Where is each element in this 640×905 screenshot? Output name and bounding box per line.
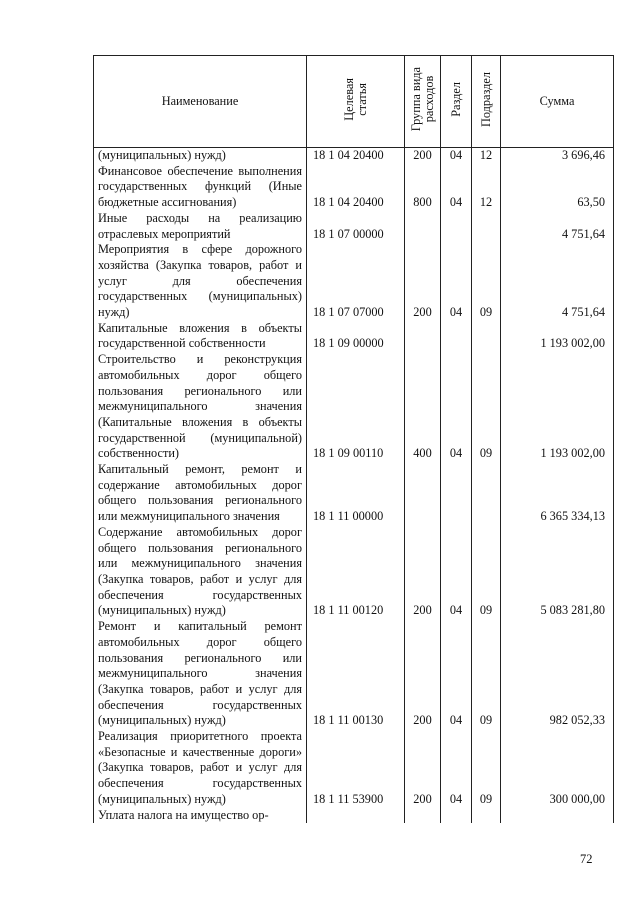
row-sum: 300 000,00 <box>501 729 614 808</box>
table-row <box>94 729 614 808</box>
row-article <box>307 808 405 824</box>
row-podrazdel: 09 <box>472 525 501 619</box>
header-razdel: Раздел <box>441 56 472 148</box>
row-name: Ремонт и капитальный ремонт автомобильных дорог общего пользования регионального или межмуниципального значения (Закупка товаров, работ и услуг для обеспечения государственных (муниципальных) нужд) <box>94 619 307 729</box>
row-podrazdel: 09 <box>472 242 501 321</box>
row-name: Капитальные вложения в объекты государственной собственности <box>94 321 307 352</box>
row-razdel <box>441 808 472 824</box>
table-row <box>94 164 614 211</box>
row-article: 18 1 07 07000 <box>307 242 405 321</box>
row-article: 18 1 09 00000 <box>307 321 405 352</box>
row-name: Уплата налога на имущество ор- <box>94 808 307 824</box>
row-article: 18 1 11 00000 <box>307 462 405 525</box>
row-sum: 4 751,64 <box>501 242 614 321</box>
table-header-row <box>94 56 614 148</box>
table-row <box>94 321 614 352</box>
row-article: 18 1 09 00110 <box>307 352 405 462</box>
page-number: 72 <box>580 852 593 866</box>
table-row <box>94 242 614 321</box>
row-sum: 5 083 281,80 <box>501 525 614 619</box>
row-razdel: 04 <box>441 164 472 211</box>
table-row <box>94 462 614 525</box>
row-sum <box>501 808 614 824</box>
table-row <box>94 525 614 619</box>
header-article: Целевая статья <box>307 56 405 148</box>
row-group: 200 <box>405 729 441 808</box>
row-sum: 1 193 002,00 <box>501 321 614 352</box>
row-group <box>405 321 441 352</box>
row-podrazdel: 09 <box>472 729 501 808</box>
row-podrazdel: 12 <box>472 148 501 164</box>
row-name: Финансовое обеспечение выполнения государственных функций (Иные бюджетные ассигнования) <box>94 164 307 211</box>
row-podrazdel: 12 <box>472 164 501 211</box>
table-row <box>94 352 614 462</box>
row-podrazdel: 09 <box>472 619 501 729</box>
row-group: 200 <box>405 619 441 729</box>
row-podrazdel <box>472 808 501 824</box>
row-article: 18 1 11 00130 <box>307 619 405 729</box>
row-name: Иные расходы на реализацию отраслевых мероприятий <box>94 211 307 242</box>
table-row <box>94 148 614 164</box>
row-name: Содержание автомобильных дорог общего пользования регионального или межмуниципального значения (Закупка товаров, работ и услуг для обеспечения государственных (муниципальных) нужд) <box>94 525 307 619</box>
table-row <box>94 808 614 824</box>
row-podrazdel <box>472 462 501 525</box>
row-group <box>405 211 441 242</box>
row-group: 200 <box>405 148 441 164</box>
row-razdel <box>441 211 472 242</box>
row-razdel: 04 <box>441 525 472 619</box>
row-article: 18 1 11 53900 <box>307 729 405 808</box>
budget-table <box>93 55 614 823</box>
table-row <box>94 211 614 242</box>
row-article: 18 1 07 00000 <box>307 211 405 242</box>
row-name: Реализация приоритетного проекта «Безопасные и качественные дороги» (Закупка товаров, работ и услуг для обеспечения государственных (муниципальных) нужд) <box>94 729 307 808</box>
row-group: 200 <box>405 242 441 321</box>
row-razdel <box>441 321 472 352</box>
row-sum: 982 052,33 <box>501 619 614 729</box>
row-name: Мероприятия в сфере дорожного хозяйства (Закупка товаров, работ и услуг для обеспечения государственных (муниципальных) нужд) <box>94 242 307 321</box>
row-article: 18 1 11 00120 <box>307 525 405 619</box>
row-razdel: 04 <box>441 148 472 164</box>
row-podrazdel <box>472 321 501 352</box>
row-razdel <box>441 462 472 525</box>
header-podrazdel: Подраздел <box>472 56 501 148</box>
row-article: 18 1 04 20400 <box>307 148 405 164</box>
row-name: (муниципальных) нужд) <box>94 148 307 164</box>
row-group: 400 <box>405 352 441 462</box>
row-group: 200 <box>405 525 441 619</box>
row-sum: 1 193 002,00 <box>501 352 614 462</box>
row-razdel: 04 <box>441 619 472 729</box>
row-razdel: 04 <box>441 352 472 462</box>
row-name: Капитальный ремонт, ремонт и содержание автомобильных дорог общего пользования регионального или межмуниципального значения <box>94 462 307 525</box>
header-name: Наименование <box>94 56 307 148</box>
row-podrazdel: 09 <box>472 352 501 462</box>
row-group <box>405 808 441 824</box>
row-group: 800 <box>405 164 441 211</box>
row-sum: 63,50 <box>501 164 614 211</box>
row-sum: 3 696,46 <box>501 148 614 164</box>
row-name: Строительство и реконструкция автомобильных дорог общего пользования регионального или межмуниципального значения (Капитальные вложения в объекты государственной (муниципальной) собственности) <box>94 352 307 462</box>
row-sum: 4 751,64 <box>501 211 614 242</box>
header-sum: Сумма <box>501 56 614 148</box>
table-body <box>94 148 614 824</box>
table-row <box>94 619 614 729</box>
header-group: Группа вида расходов <box>405 56 441 148</box>
row-article: 18 1 04 20400 <box>307 164 405 211</box>
row-group <box>405 462 441 525</box>
row-razdel: 04 <box>441 729 472 808</box>
row-sum: 6 365 334,13 <box>501 462 614 525</box>
row-razdel: 04 <box>441 242 472 321</box>
row-podrazdel <box>472 211 501 242</box>
